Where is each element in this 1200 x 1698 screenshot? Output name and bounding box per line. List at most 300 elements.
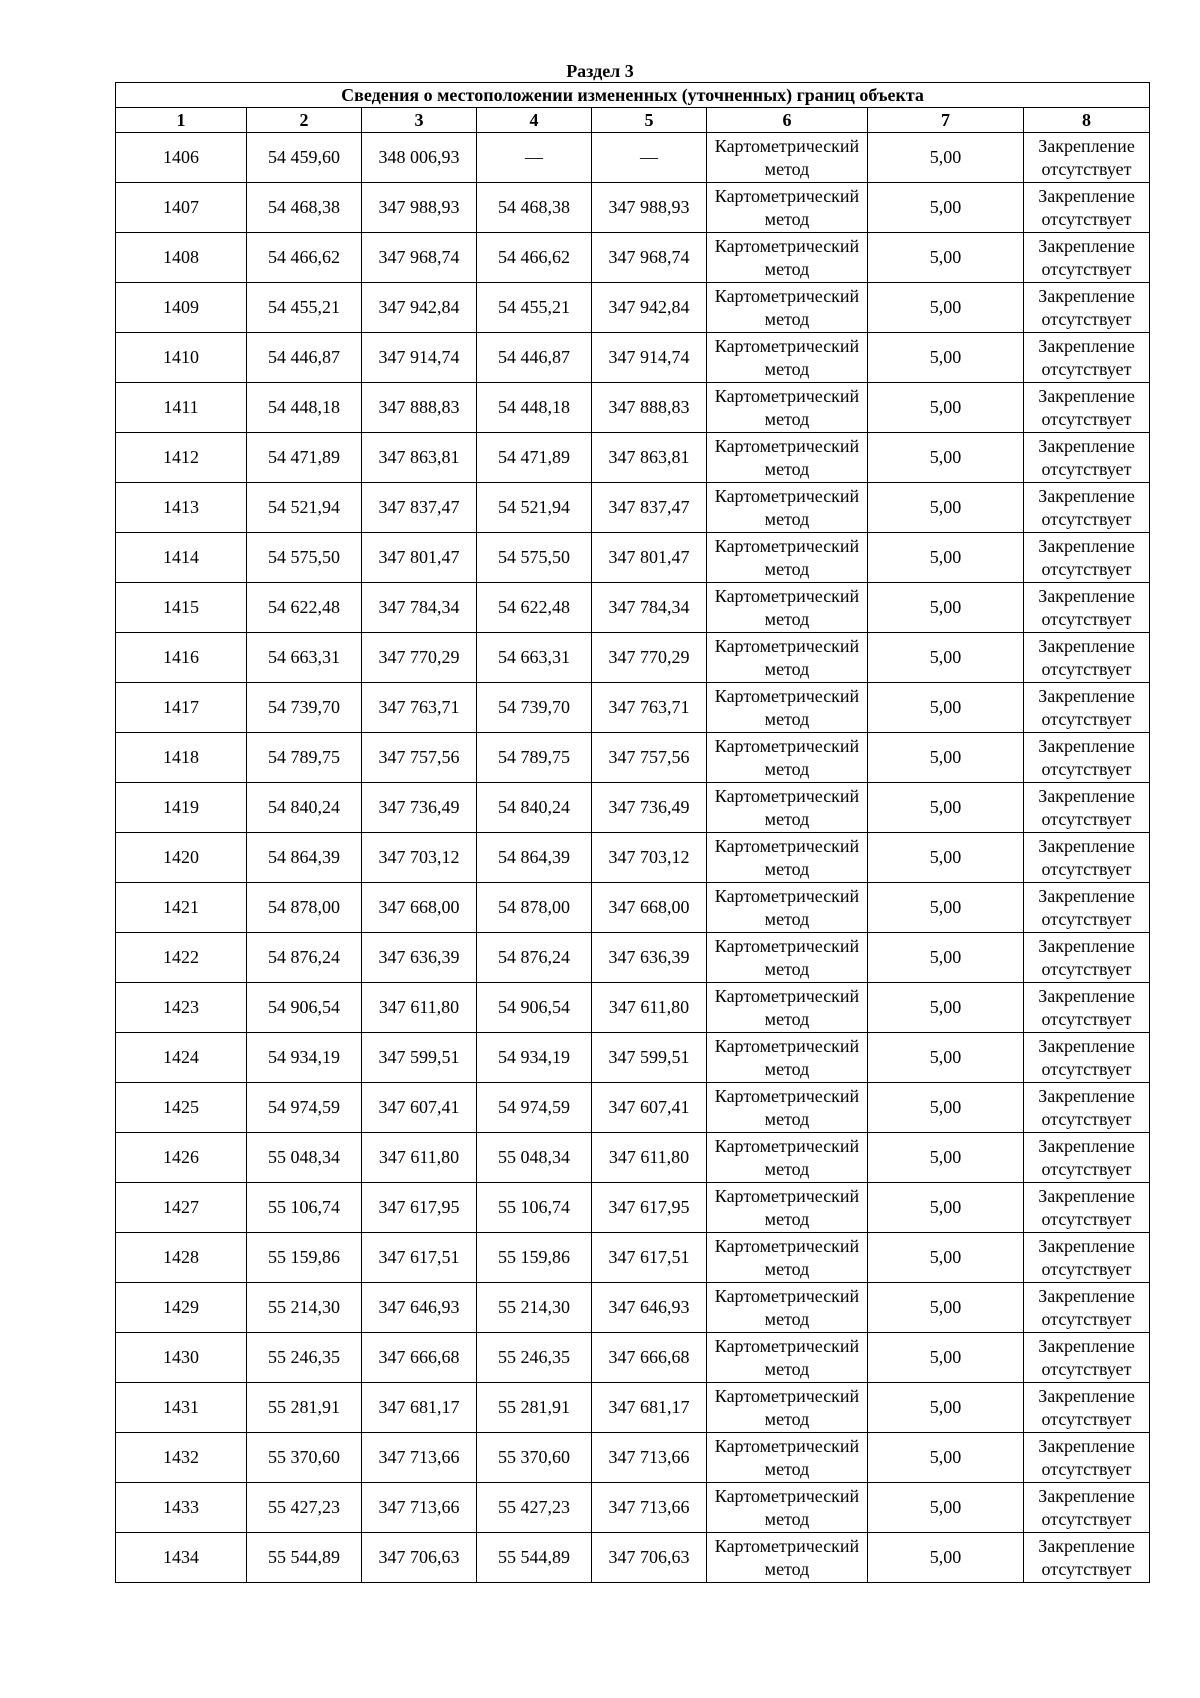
method-cell — [707, 1533, 868, 1583]
x-existing-cell: 54 468,38 — [247, 183, 362, 233]
method-text: Картометрический метод — [714, 235, 860, 279]
y-refined-cell: 347 757,56 — [592, 733, 707, 783]
marking-cell: Закрепление отсутствует — [1024, 783, 1150, 833]
point-number-cell: 1421 — [116, 883, 247, 933]
table-body — [116, 133, 1150, 1583]
x-refined-cell: 54 663,31 — [477, 633, 592, 683]
marking-cell: Закрепление отсутствует — [1024, 533, 1150, 583]
precision-cell: 5,00 — [868, 1133, 1024, 1183]
x-existing-cell: 54 575,50 — [247, 533, 362, 583]
x-existing-cell: 54 459,60 — [247, 133, 362, 183]
method-text: Картометрический метод — [714, 335, 860, 379]
y-existing-cell: 347 666,68 — [362, 1333, 477, 1383]
x-existing-cell: 54 455,21 — [247, 283, 362, 333]
y-refined-cell: 347 713,66 — [592, 1433, 707, 1483]
method-cell — [707, 983, 868, 1033]
precision-cell: 5,00 — [868, 133, 1024, 183]
method-cell — [707, 1433, 868, 1483]
precision-cell: 5,00 — [868, 183, 1024, 233]
x-refined-cell: 54 466,62 — [477, 233, 592, 283]
table-row — [116, 1483, 1150, 1533]
y-existing-cell: 347 713,66 — [362, 1483, 477, 1533]
table-row — [116, 733, 1150, 783]
precision-cell: 5,00 — [868, 1433, 1024, 1483]
point-number-cell: 1409 — [116, 283, 247, 333]
point-number-cell: 1415 — [116, 583, 247, 633]
method-text: Картометрический метод — [714, 1285, 860, 1329]
method-text: Картометрический метод — [714, 285, 860, 329]
y-existing-cell: 347 770,29 — [362, 633, 477, 683]
x-existing-cell: 54 448,18 — [247, 383, 362, 433]
y-refined-cell: 347 646,93 — [592, 1283, 707, 1333]
method-cell — [707, 333, 868, 383]
precision-cell: 5,00 — [868, 933, 1024, 983]
point-number-cell: 1411 — [116, 383, 247, 433]
table-row — [116, 833, 1150, 883]
marking-cell: Закрепление отсутствует — [1024, 983, 1150, 1033]
method-cell — [707, 1333, 868, 1383]
table-row — [116, 783, 1150, 833]
marking-cell: Закрепление отсутствует — [1024, 633, 1150, 683]
y-existing-cell: 347 599,51 — [362, 1033, 477, 1083]
y-refined-cell: 347 736,49 — [592, 783, 707, 833]
x-existing-cell: 54 934,19 — [247, 1033, 362, 1083]
x-refined-cell: 55 048,34 — [477, 1133, 592, 1183]
x-refined-cell: 55 246,35 — [477, 1333, 592, 1383]
column-number: 8 — [1024, 108, 1150, 133]
point-number-cell: 1416 — [116, 633, 247, 683]
point-number-cell: 1418 — [116, 733, 247, 783]
x-existing-cell: 55 370,60 — [247, 1433, 362, 1483]
precision-cell: 5,00 — [868, 483, 1024, 533]
method-cell — [707, 883, 868, 933]
y-existing-cell: 347 888,83 — [362, 383, 477, 433]
method-cell — [707, 1233, 868, 1283]
x-existing-cell: 54 466,62 — [247, 233, 362, 283]
method-text: Картометрический метод — [714, 1485, 860, 1529]
method-text: Картометрический метод — [714, 685, 860, 729]
y-refined-cell: 347 988,93 — [592, 183, 707, 233]
y-refined-cell: 347 681,17 — [592, 1383, 707, 1433]
method-cell — [707, 933, 868, 983]
x-existing-cell: 55 159,86 — [247, 1233, 362, 1283]
table-row — [116, 633, 1150, 683]
precision-cell: 5,00 — [868, 1033, 1024, 1083]
x-refined-cell: 54 471,89 — [477, 433, 592, 483]
y-refined-cell: 347 666,68 — [592, 1333, 707, 1383]
table-row — [116, 683, 1150, 733]
method-text: Картометрический метод — [714, 935, 860, 979]
column-number: 2 — [247, 108, 362, 133]
point-number-cell: 1426 — [116, 1133, 247, 1183]
marking-cell: Закрепление отсутствует — [1024, 333, 1150, 383]
point-number-cell: 1414 — [116, 533, 247, 583]
y-refined-cell: 347 607,41 — [592, 1083, 707, 1133]
precision-cell: 5,00 — [868, 1483, 1024, 1533]
y-refined-cell: 347 942,84 — [592, 283, 707, 333]
y-existing-cell: 347 942,84 — [362, 283, 477, 333]
y-refined-cell: 347 784,34 — [592, 583, 707, 633]
x-refined-cell: 54 448,18 — [477, 383, 592, 433]
marking-cell: Закрепление отсутствует — [1024, 483, 1150, 533]
coordinates-table — [115, 82, 1150, 1583]
method-text: Картометрический метод — [714, 535, 860, 579]
precision-cell: 5,00 — [868, 783, 1024, 833]
point-number-cell: 1429 — [116, 1283, 247, 1333]
x-existing-cell: 54 864,39 — [247, 833, 362, 883]
y-existing-cell: 347 837,47 — [362, 483, 477, 533]
y-existing-cell: 347 968,74 — [362, 233, 477, 283]
y-existing-cell: 347 706,63 — [362, 1533, 477, 1583]
method-text: Картометрический метод — [714, 885, 860, 929]
point-number-cell: 1413 — [116, 483, 247, 533]
method-text: Картометрический метод — [714, 385, 860, 429]
x-refined-cell: 54 575,50 — [477, 533, 592, 583]
marking-cell: Закрепление отсутствует — [1024, 433, 1150, 483]
y-existing-cell: 347 736,49 — [362, 783, 477, 833]
precision-cell: 5,00 — [868, 683, 1024, 733]
x-refined-cell: 55 370,60 — [477, 1433, 592, 1483]
point-number-cell: 1419 — [116, 783, 247, 833]
y-refined-cell: 347 888,83 — [592, 383, 707, 433]
point-number-cell: 1422 — [116, 933, 247, 983]
y-refined-cell: 347 636,39 — [592, 933, 707, 983]
column-number: 1 — [116, 108, 247, 133]
y-refined-cell: 347 863,81 — [592, 433, 707, 483]
x-existing-cell: 55 214,30 — [247, 1283, 362, 1333]
method-cell — [707, 433, 868, 483]
precision-cell: 5,00 — [868, 1083, 1024, 1133]
x-existing-cell: 54 739,70 — [247, 683, 362, 733]
precision-cell: 5,00 — [868, 383, 1024, 433]
column-number: 6 — [707, 108, 868, 133]
precision-cell: 5,00 — [868, 1533, 1024, 1583]
marking-cell: Закрепление отсутствует — [1024, 1383, 1150, 1433]
table-row — [116, 983, 1150, 1033]
method-text: Картометрический метод — [714, 1235, 860, 1279]
y-existing-cell: 347 703,12 — [362, 833, 477, 883]
x-existing-cell: 54 906,54 — [247, 983, 362, 1033]
point-number-cell: 1412 — [116, 433, 247, 483]
method-text: Картометрический метод — [714, 1335, 860, 1379]
x-existing-cell: 54 974,59 — [247, 1083, 362, 1133]
x-existing-cell: 54 876,24 — [247, 933, 362, 983]
y-existing-cell: 347 611,80 — [362, 1133, 477, 1183]
x-refined-cell: 54 906,54 — [477, 983, 592, 1033]
marking-cell: Закрепление отсутствует — [1024, 1083, 1150, 1133]
method-text: Картометрический метод — [714, 485, 860, 529]
table-row — [116, 533, 1150, 583]
point-number-cell: 1406 — [116, 133, 247, 183]
x-refined-cell: 54 864,39 — [477, 833, 592, 883]
section-title: Раздел 3 — [566, 61, 634, 81]
table-row — [116, 1033, 1150, 1083]
table-row — [116, 133, 1150, 183]
y-refined-cell: 347 617,95 — [592, 1183, 707, 1233]
method-text: Картометрический метод — [714, 135, 860, 179]
x-existing-cell: 54 663,31 — [247, 633, 362, 683]
method-cell — [707, 833, 868, 883]
precision-cell: 5,00 — [868, 1233, 1024, 1283]
marking-cell: Закрепление отсутствует — [1024, 233, 1150, 283]
point-number-cell: 1431 — [116, 1383, 247, 1433]
y-refined-cell: 347 611,80 — [592, 983, 707, 1033]
column-number-row — [116, 108, 1150, 133]
x-refined-cell: 54 455,21 — [477, 283, 592, 333]
x-existing-cell: 55 106,74 — [247, 1183, 362, 1233]
method-text: Картометрический метод — [714, 435, 860, 479]
x-existing-cell: 54 521,94 — [247, 483, 362, 533]
method-text: Картометрический метод — [714, 835, 860, 879]
point-number-cell: 1420 — [116, 833, 247, 883]
x-existing-cell: 55 246,35 — [247, 1333, 362, 1383]
table-row — [116, 433, 1150, 483]
marking-cell: Закрепление отсутствует — [1024, 1283, 1150, 1333]
x-existing-cell: 54 789,75 — [247, 733, 362, 783]
point-number-cell: 1430 — [116, 1333, 247, 1383]
y-existing-cell: 347 801,47 — [362, 533, 477, 583]
method-cell — [707, 133, 868, 183]
point-number-cell: 1410 — [116, 333, 247, 383]
table-row — [116, 1133, 1150, 1183]
y-existing-cell: 347 681,17 — [362, 1383, 477, 1433]
marking-cell: Закрепление отсутствует — [1024, 833, 1150, 883]
table-row — [116, 1433, 1150, 1483]
x-refined-cell: — — [477, 133, 592, 183]
method-text: Картометрический метод — [714, 1085, 860, 1129]
y-existing-cell: 347 914,74 — [362, 333, 477, 383]
precision-cell: 5,00 — [868, 733, 1024, 783]
precision-cell: 5,00 — [868, 233, 1024, 283]
table-row — [116, 933, 1150, 983]
point-number-cell: 1407 — [116, 183, 247, 233]
x-refined-cell: 54 840,24 — [477, 783, 592, 833]
method-text: Картометрический метод — [714, 1435, 860, 1479]
method-text: Картометрический метод — [714, 1035, 860, 1079]
precision-cell: 5,00 — [868, 883, 1024, 933]
column-number: 5 — [592, 108, 707, 133]
point-number-cell: 1424 — [116, 1033, 247, 1083]
method-cell — [707, 183, 868, 233]
y-existing-cell: 347 757,56 — [362, 733, 477, 783]
point-number-cell: 1423 — [116, 983, 247, 1033]
method-cell — [707, 1483, 868, 1533]
precision-cell: 5,00 — [868, 583, 1024, 633]
x-existing-cell: 55 544,89 — [247, 1533, 362, 1583]
x-existing-cell: 55 281,91 — [247, 1383, 362, 1433]
y-refined-cell: 347 713,66 — [592, 1483, 707, 1533]
x-refined-cell: 55 214,30 — [477, 1283, 592, 1333]
y-refined-cell: 347 599,51 — [592, 1033, 707, 1083]
method-cell — [707, 583, 868, 633]
marking-cell: Закрепление отсутствует — [1024, 583, 1150, 633]
x-refined-cell: 55 427,23 — [477, 1483, 592, 1533]
y-existing-cell: 347 646,93 — [362, 1283, 477, 1333]
method-text: Картометрический метод — [714, 1135, 860, 1179]
method-cell — [707, 683, 868, 733]
method-cell — [707, 1183, 868, 1233]
x-existing-cell: 54 840,24 — [247, 783, 362, 833]
precision-cell: 5,00 — [868, 1283, 1024, 1333]
method-cell — [707, 383, 868, 433]
method-cell — [707, 1383, 868, 1433]
marking-cell: Закрепление отсутствует — [1024, 1233, 1150, 1283]
table-row — [116, 1333, 1150, 1383]
method-cell — [707, 1133, 868, 1183]
method-cell — [707, 1283, 868, 1333]
table-row — [116, 483, 1150, 533]
y-existing-cell: 347 617,51 — [362, 1233, 477, 1283]
method-text: Картометрический метод — [714, 1185, 860, 1229]
x-existing-cell: 54 878,00 — [247, 883, 362, 933]
marking-cell: Закрепление отсутствует — [1024, 1483, 1150, 1533]
y-existing-cell: 347 636,39 — [362, 933, 477, 983]
x-refined-cell: 55 544,89 — [477, 1533, 592, 1583]
x-refined-cell: 55 159,86 — [477, 1233, 592, 1283]
precision-cell: 5,00 — [868, 1183, 1024, 1233]
table-row — [116, 1183, 1150, 1233]
method-cell — [707, 733, 868, 783]
marking-cell: Закрепление отсутствует — [1024, 933, 1150, 983]
table-row — [116, 1533, 1150, 1583]
y-existing-cell: 347 784,34 — [362, 583, 477, 633]
table-row — [116, 1233, 1150, 1283]
precision-cell: 5,00 — [868, 833, 1024, 883]
column-number: 3 — [362, 108, 477, 133]
y-refined-cell: — — [592, 133, 707, 183]
marking-cell: Закрепление отсутствует — [1024, 383, 1150, 433]
method-text: Картометрический метод — [714, 1535, 860, 1579]
y-existing-cell: 347 617,95 — [362, 1183, 477, 1233]
x-refined-cell: 55 281,91 — [477, 1383, 592, 1433]
column-number: 4 — [477, 108, 592, 133]
y-existing-cell: 347 611,80 — [362, 983, 477, 1033]
precision-cell: 5,00 — [868, 533, 1024, 583]
x-existing-cell: 54 622,48 — [247, 583, 362, 633]
marking-cell: Закрепление отсутствует — [1024, 683, 1150, 733]
y-existing-cell: 347 668,00 — [362, 883, 477, 933]
y-refined-cell: 347 703,12 — [592, 833, 707, 883]
y-refined-cell: 347 706,63 — [592, 1533, 707, 1583]
marking-cell: Закрепление отсутствует — [1024, 1133, 1150, 1183]
x-refined-cell: 54 878,00 — [477, 883, 592, 933]
x-refined-cell: 54 934,19 — [477, 1033, 592, 1083]
method-cell — [707, 633, 868, 683]
table-row — [116, 383, 1150, 433]
x-refined-cell: 54 876,24 — [477, 933, 592, 983]
method-text: Картометрический метод — [714, 735, 860, 779]
y-existing-cell: 347 763,71 — [362, 683, 477, 733]
method-cell — [707, 533, 868, 583]
table-row — [116, 283, 1150, 333]
point-number-cell: 1428 — [116, 1233, 247, 1283]
table-caption: Сведения о местоположении измененных (уточненных) границ объекта — [116, 83, 1150, 108]
method-text: Картометрический метод — [714, 785, 860, 829]
point-number-cell: 1417 — [116, 683, 247, 733]
marking-cell: Закрепление отсутствует — [1024, 1433, 1150, 1483]
column-number: 7 — [868, 108, 1024, 133]
x-refined-cell: 54 468,38 — [477, 183, 592, 233]
table-row — [116, 1383, 1150, 1433]
x-refined-cell: 54 521,94 — [477, 483, 592, 533]
marking-cell: Закрепление отсутствует — [1024, 183, 1150, 233]
y-existing-cell: 347 607,41 — [362, 1083, 477, 1133]
y-existing-cell: 347 863,81 — [362, 433, 477, 483]
table-row — [116, 883, 1150, 933]
x-refined-cell: 54 446,87 — [477, 333, 592, 383]
method-cell — [707, 1033, 868, 1083]
y-existing-cell: 347 713,66 — [362, 1433, 477, 1483]
table-row — [116, 183, 1150, 233]
x-refined-cell: 55 106,74 — [477, 1183, 592, 1233]
point-number-cell: 1427 — [116, 1183, 247, 1233]
method-cell — [707, 283, 868, 333]
y-refined-cell: 347 914,74 — [592, 333, 707, 383]
table-row — [116, 1083, 1150, 1133]
method-text: Картометрический метод — [714, 985, 860, 1029]
table-row — [116, 583, 1150, 633]
precision-cell: 5,00 — [868, 433, 1024, 483]
precision-cell: 5,00 — [868, 633, 1024, 683]
precision-cell: 5,00 — [868, 333, 1024, 383]
y-refined-cell: 347 611,80 — [592, 1133, 707, 1183]
x-refined-cell: 54 739,70 — [477, 683, 592, 733]
method-text: Картометрический метод — [714, 185, 860, 229]
x-existing-cell: 54 471,89 — [247, 433, 362, 483]
method-text: Картометрический метод — [714, 585, 860, 629]
point-number-cell: 1432 — [116, 1433, 247, 1483]
y-refined-cell: 347 968,74 — [592, 233, 707, 283]
x-refined-cell: 54 622,48 — [477, 583, 592, 633]
marking-cell: Закрепление отсутствует — [1024, 133, 1150, 183]
y-refined-cell: 347 668,00 — [592, 883, 707, 933]
y-refined-cell: 347 617,51 — [592, 1233, 707, 1283]
table-row — [116, 333, 1150, 383]
marking-cell: Закрепление отсутствует — [1024, 1183, 1150, 1233]
method-cell — [707, 783, 868, 833]
y-existing-cell: 347 988,93 — [362, 183, 477, 233]
y-existing-cell: 348 006,93 — [362, 133, 477, 183]
x-refined-cell: 54 974,59 — [477, 1083, 592, 1133]
x-existing-cell: 55 048,34 — [247, 1133, 362, 1183]
point-number-cell: 1434 — [116, 1533, 247, 1583]
y-refined-cell: 347 763,71 — [592, 683, 707, 733]
method-cell — [707, 1083, 868, 1133]
precision-cell: 5,00 — [868, 1333, 1024, 1383]
method-text: Картометрический метод — [714, 1385, 860, 1429]
marking-cell: Закрепление отсутствует — [1024, 1533, 1150, 1583]
marking-cell: Закрепление отсутствует — [1024, 283, 1150, 333]
point-number-cell: 1433 — [116, 1483, 247, 1533]
marking-cell: Закрепление отсутствует — [1024, 1333, 1150, 1383]
method-cell — [707, 233, 868, 283]
x-existing-cell: 55 427,23 — [247, 1483, 362, 1533]
y-refined-cell: 347 837,47 — [592, 483, 707, 533]
point-number-cell: 1408 — [116, 233, 247, 283]
marking-cell: Закрепление отсутствует — [1024, 883, 1150, 933]
marking-cell: Закрепление отсутствует — [1024, 1033, 1150, 1083]
marking-cell: Закрепление отсутствует — [1024, 733, 1150, 783]
x-existing-cell: 54 446,87 — [247, 333, 362, 383]
method-text: Картометрический метод — [714, 635, 860, 679]
table-row — [116, 1283, 1150, 1333]
precision-cell: 5,00 — [868, 983, 1024, 1033]
precision-cell: 5,00 — [868, 283, 1024, 333]
point-number-cell: 1425 — [116, 1083, 247, 1133]
x-refined-cell: 54 789,75 — [477, 733, 592, 783]
y-refined-cell: 347 801,47 — [592, 533, 707, 583]
precision-cell: 5,00 — [868, 1383, 1024, 1433]
